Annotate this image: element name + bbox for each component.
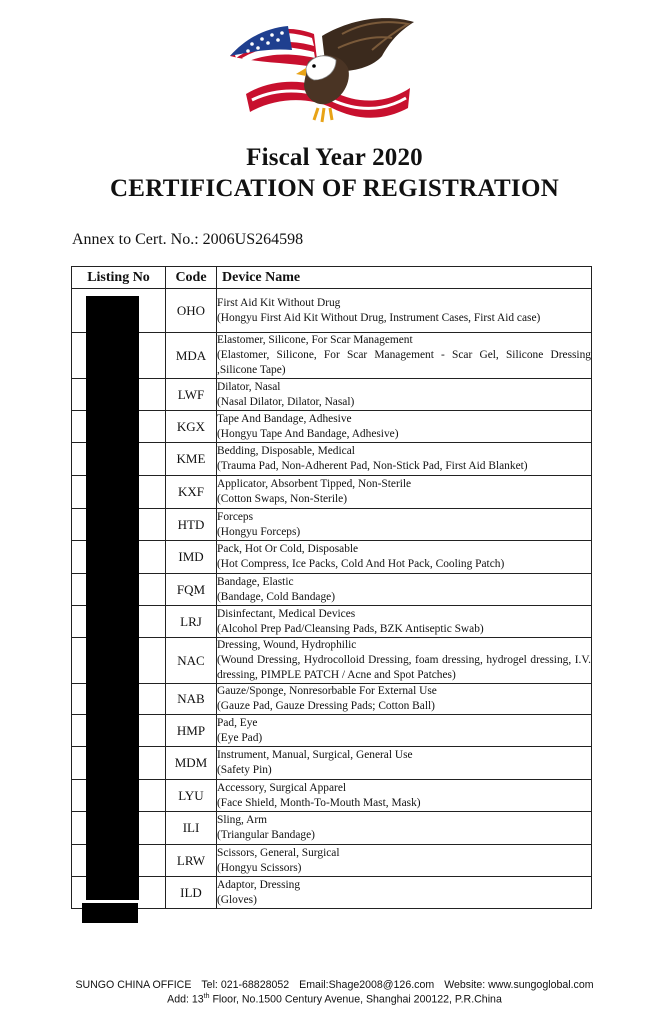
device-name-cell bbox=[217, 812, 592, 845]
fiscal-year-title: Fiscal Year 2020 bbox=[246, 144, 423, 171]
device-name: Pad, Eye bbox=[217, 716, 258, 729]
product-code: ILI bbox=[166, 812, 217, 845]
device-detail: (Alcohol Prep Pad/Cleansing Pads, BZK Antiseptic Swab) bbox=[217, 622, 484, 635]
table-row bbox=[72, 574, 592, 606]
table-row bbox=[72, 333, 592, 379]
device-name-cell bbox=[217, 638, 592, 684]
device-name: Dressing, Wound, Hydrophilic bbox=[217, 639, 357, 651]
footer-email: Email:Shage2008@126.com bbox=[299, 979, 435, 991]
product-code: KGX bbox=[166, 411, 217, 443]
product-code: KXF bbox=[166, 476, 217, 509]
device-name: Pack, Hot Or Cold, Disposable bbox=[217, 543, 359, 555]
device-name: Tape And Bandage, Adhesive bbox=[217, 412, 352, 425]
device-detail: (Bandage, Cold Bandage) bbox=[217, 590, 335, 603]
device-name-cell bbox=[217, 715, 592, 747]
certificate-title: CERTIFICATION OF REGISTRATION bbox=[109, 175, 560, 202]
table-row bbox=[72, 747, 592, 780]
table-row bbox=[72, 715, 592, 747]
device-name: Disinfectant, Medical Devices bbox=[217, 607, 356, 620]
device-name-cell bbox=[217, 877, 592, 909]
device-name-cell bbox=[217, 289, 592, 333]
device-detail: (Safety Pin) bbox=[217, 764, 272, 776]
product-code: LYU bbox=[166, 780, 217, 812]
device-detail: (Face Shield, Month-To-Mouth Mast, Mask) bbox=[217, 796, 421, 809]
device-name-cell bbox=[217, 411, 592, 443]
device-name-cell bbox=[217, 684, 592, 715]
device-detail: (Hot Compress, Ice Packs, Cold And Hot Pack, Cooling Patch) bbox=[217, 558, 505, 570]
device-name-cell bbox=[217, 476, 592, 509]
column-header-device: Device Name bbox=[217, 267, 592, 289]
table-row bbox=[72, 476, 592, 509]
device-detail: (Hongyu Forceps) bbox=[217, 525, 301, 538]
device-name: Scissors, General, Surgical bbox=[217, 846, 340, 859]
product-code: OHO bbox=[166, 289, 217, 333]
product-code: HTD bbox=[166, 509, 217, 541]
device-name-cell bbox=[217, 379, 592, 411]
product-code: LRW bbox=[166, 845, 217, 877]
device-detail: (Hongyu Tape And Bandage, Adhesive) bbox=[217, 427, 399, 440]
table-row bbox=[72, 509, 592, 541]
device-name-cell bbox=[217, 574, 592, 606]
table-row bbox=[72, 443, 592, 476]
footer-address: Add: 13th Floor, No.1500 Century Avenue, Shanghai 200122, P.R.China bbox=[167, 993, 502, 1006]
device-name-cell bbox=[217, 780, 592, 812]
device-name: Instrument, Manual, Surgical, General Use bbox=[217, 749, 413, 761]
product-code: IMD bbox=[166, 541, 217, 574]
footer-office: SUNGO CHINA OFFICE bbox=[75, 979, 192, 991]
table-row bbox=[72, 606, 592, 638]
table-row bbox=[72, 379, 592, 411]
annex-label: Annex to Cert. No.: bbox=[72, 231, 199, 248]
table-row bbox=[72, 845, 592, 877]
column-header-code: Code bbox=[166, 267, 217, 289]
table-row bbox=[72, 638, 592, 684]
device-detail: (Gauze Pad, Gauze Dressing Pads; Cotton Ball) bbox=[217, 700, 435, 712]
product-code: LWF bbox=[166, 379, 217, 411]
annex-number: 2006US264598 bbox=[202, 231, 304, 248]
footer-tel: Tel: 021-68828052 bbox=[201, 979, 290, 991]
device-name: Gauze/Sponge, Nonresorbable For External Use bbox=[217, 685, 437, 697]
column-header-listing: Listing No bbox=[72, 267, 166, 289]
footer-contact bbox=[0, 979, 669, 991]
device-detail: (Eye Pad) bbox=[217, 731, 263, 744]
product-code: LRJ bbox=[166, 606, 217, 638]
product-code: NAB bbox=[166, 684, 217, 715]
table-header-row bbox=[72, 267, 592, 289]
product-code: KME bbox=[166, 443, 217, 476]
device-name: Bedding, Disposable, Medical bbox=[217, 445, 355, 457]
device-name-cell bbox=[217, 606, 592, 638]
device-name: Sling, Arm bbox=[217, 814, 268, 826]
product-code: ILD bbox=[166, 877, 217, 909]
device-name-cell bbox=[217, 333, 592, 379]
redaction-bar bbox=[86, 296, 139, 900]
device-name: Adaptor, Dressing bbox=[217, 878, 301, 891]
product-code: NAC bbox=[166, 638, 217, 684]
table-row bbox=[72, 411, 592, 443]
device-name: Forceps bbox=[217, 510, 254, 523]
device-name-cell bbox=[217, 747, 592, 780]
product-code: MDA bbox=[166, 333, 217, 379]
table-row bbox=[72, 812, 592, 845]
device-name: First Aid Kit Without Drug bbox=[217, 296, 341, 309]
device-detail: (Trauma Pad, Non-Adherent Pad, Non-Stick Pad, First Aid Blanket) bbox=[217, 460, 528, 472]
product-code: HMP bbox=[166, 715, 217, 747]
table-row bbox=[72, 684, 592, 715]
redaction-bar bbox=[82, 903, 138, 923]
registration-table bbox=[71, 266, 592, 909]
device-name-cell bbox=[217, 509, 592, 541]
device-detail: (Gloves) bbox=[217, 893, 257, 906]
device-detail: (Cotton Swaps, Non-Sterile) bbox=[217, 493, 348, 505]
device-name-cell bbox=[217, 845, 592, 877]
device-name: Elastomer, Silicone, For Scar Management bbox=[217, 334, 413, 346]
device-detail: (Elastomer, Silicone, For Scar Management - Scar Gel, Silicone Dressing ,Silicone Tape) bbox=[217, 349, 591, 376]
eagle-flag-logo bbox=[222, 12, 418, 134]
device-name: Bandage, Elastic bbox=[217, 575, 294, 588]
table-row bbox=[72, 780, 592, 812]
device-detail: (Hongyu Scissors) bbox=[217, 861, 302, 874]
device-detail: (Triangular Bandage) bbox=[217, 829, 315, 841]
table-row bbox=[72, 877, 592, 909]
device-name: Applicator, Absorbent Tipped, Non-Sterile bbox=[217, 478, 412, 490]
product-code: MDM bbox=[166, 747, 217, 780]
footer-website: Website: www.sungoglobal.com bbox=[444, 979, 594, 991]
product-code: FQM bbox=[166, 574, 217, 606]
annex-line bbox=[72, 231, 307, 249]
device-detail: (Hongyu First Aid Kit Without Drug, Instrument Cases, First Aid case) bbox=[217, 311, 541, 324]
device-name: Accessory, Surgical Apparel bbox=[217, 781, 347, 794]
device-detail: (Nasal Dilator, Dilator, Nasal) bbox=[217, 395, 355, 408]
device-name-cell bbox=[217, 443, 592, 476]
table-row bbox=[72, 289, 592, 333]
device-name: Dilator, Nasal bbox=[217, 380, 281, 393]
device-detail: (Wound Dressing, Hydrocolloid Dressing, foam dressing, hydrogel dressing, I.V. dressing, PIMPLE PATCH / Acne and Spot Patches) bbox=[217, 654, 591, 681]
table-row bbox=[72, 541, 592, 574]
device-name-cell bbox=[217, 541, 592, 574]
